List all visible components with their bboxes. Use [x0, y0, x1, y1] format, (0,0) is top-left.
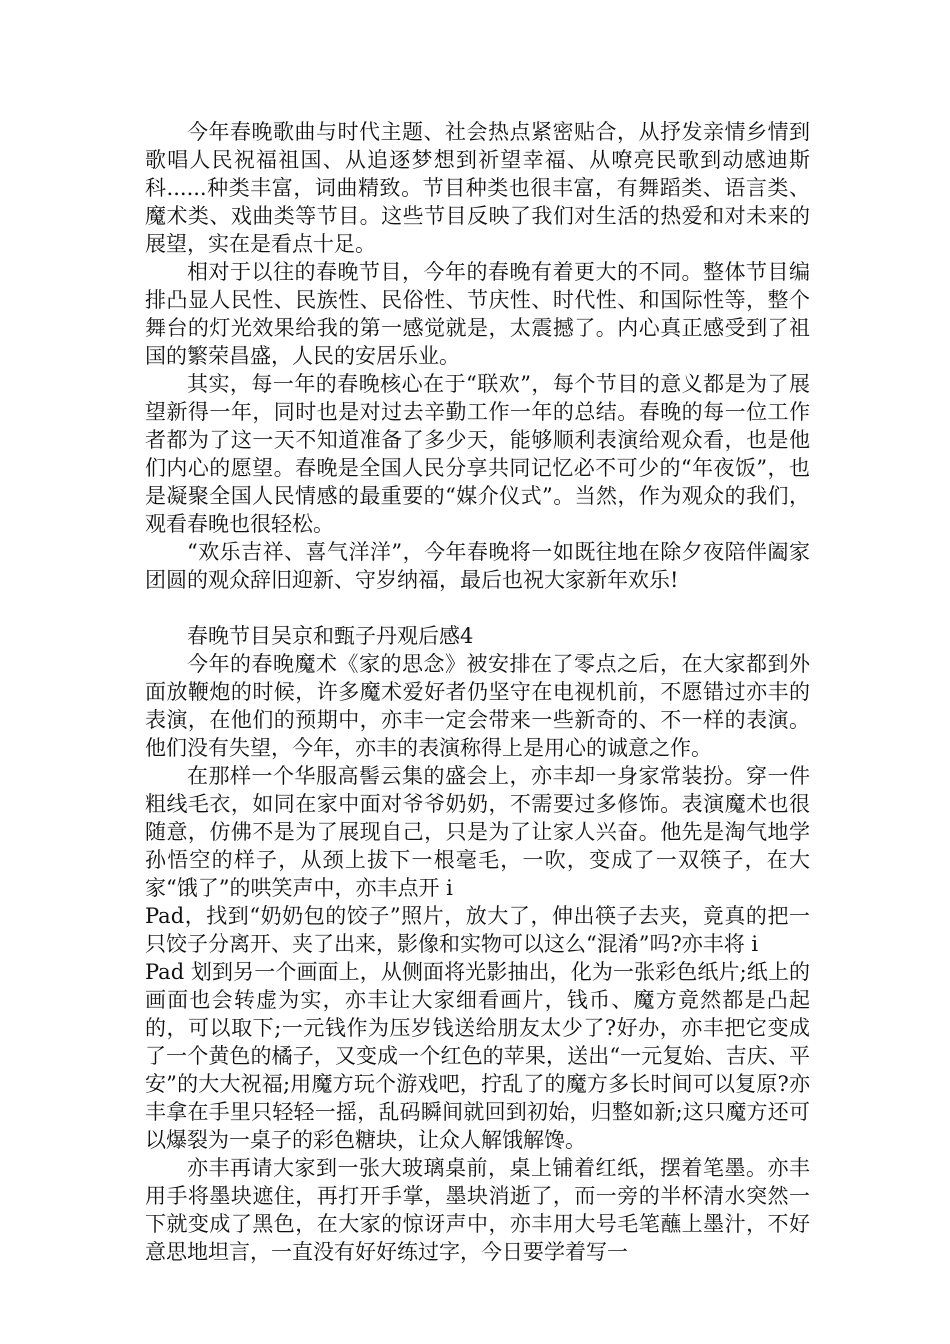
section-heading: 春晚节目吴京和甄子丹观后感4	[187, 624, 474, 648]
paragraph: Pad，找到“奶奶包的饺子”照片，放大了，伸出筷子去夹，竟真的把一只饺子分离开、夹了出来，影像和实物可以这么“混淆”吗?亦丰将 i	[145, 904, 810, 956]
paragraph: 相对于以往的春晚节目，今年的春晚有着更大的不同。整体节目编排凸显人民性、民族性、民俗性、节庆性、时代性、和国际性等，整个舞台的灯光效果给我的第一感觉就是，太震撼了。内心真正感受到了祖国的繁荣昌盛，人民的安居乐业。	[145, 260, 810, 368]
paragraph: 今年春晚歌曲与时代主题、社会热点紧密贴合，从抒发亲情乡情到歌唱人民祝福祖国、从追逐梦想到祈望幸福、从嘹亮民歌到动感迪斯科......种类丰富，词曲精致。节目种类也很丰富，有舞蹈类、语言类、魔术类、戏曲类等节目。这些节目反映了我们对生活的热爱和对未来的展望，实在是看点十足。	[145, 120, 810, 256]
paragraph: 其实，每一年的春晚核心在于“联欢”，每个节目的意义都是为了展望新得一年，同时也是对过去辛勤工作一年的总结。春晚的每一位工作者都为了这一天不知道准备了多少天，能够顺利表演给观众看，也是他们内心的愿望。春晚是全国人民分享共同记忆必不可少的“年夜饭”，也是凝聚全国人民情感的最重要的“媒介仪式”。当然，作为观众的我们，观看春晚也很轻松。	[145, 372, 810, 536]
blank-line	[145, 594, 810, 622]
paragraph: 在那样一个华服高髻云集的盛会上，亦丰却一身家常装扮。穿一件粗线毛衣，如同在家中面对爷爷奶奶，不需要过多修饰。表演魔术也很随意，仿佛不是为了展现自己，只是为了让家人兴奋。他先是淘气地学孙悟空的样子，从颈上拔下一根毫毛，一吹，变成了一双筷子，在大家“饿了”的哄笑声中，亦丰点开 i	[145, 764, 810, 900]
paragraph: 亦丰再请大家到一张大玻璃桌前，桌上铺着红纸，摆着笔墨。亦丰用手将墨块遮住，再打开手掌，墨块消逝了，而一旁的半杯清水突然一下就变成了黑色，在大家的惊讶声中，亦丰用大号毛笔蘸上墨汁，不好意思地坦言，一直没有好好练过字，今日要学着写一	[145, 1156, 810, 1264]
document-page	[145, 118, 810, 1266]
paragraph: Pad 划到另一个画面上，从侧面将光影抽出，化为一张彩色纸片;纸上的画面也会转虚为实，亦丰让大家细看画片，钱币、魔方竟然都是凸起的，可以取下;一元钱作为压岁钱送给朋友太少了?好办，亦丰把它变成了一个黄色的橘子，又变成一个红色的苹果，送出“一元复始、吉庆、平安”的大大祝福;用魔方玩个游戏吧，拧乱了的魔方多长时间可以复原?亦丰拿在手里只轻轻一摇，乱码瞬间就回到初始，归整如新;这只魔方还可以爆裂为一桌子的彩色糖块，让众人解饿解馋。	[145, 960, 810, 1152]
paragraph: 今年的春晚魔术《家的思念》被安排在了零点之后，在大家都到外面放鞭炮的时候，许多魔术爱好者仍坚守在电视机前，不愿错过亦丰的表演，在他们的预期中，亦丰一定会带来一些新奇的、不一样的表演。他们没有失望，今年，亦丰的表演称得上是用心的诚意之作。	[145, 652, 810, 760]
paragraph: “欢乐吉祥、喜气洋洋”，今年春晚将一如既往地在除夕夜陪伴阖家团圆的观众辞旧迎新、守岁纳福，最后也祝大家新年欢乐!	[145, 540, 810, 592]
